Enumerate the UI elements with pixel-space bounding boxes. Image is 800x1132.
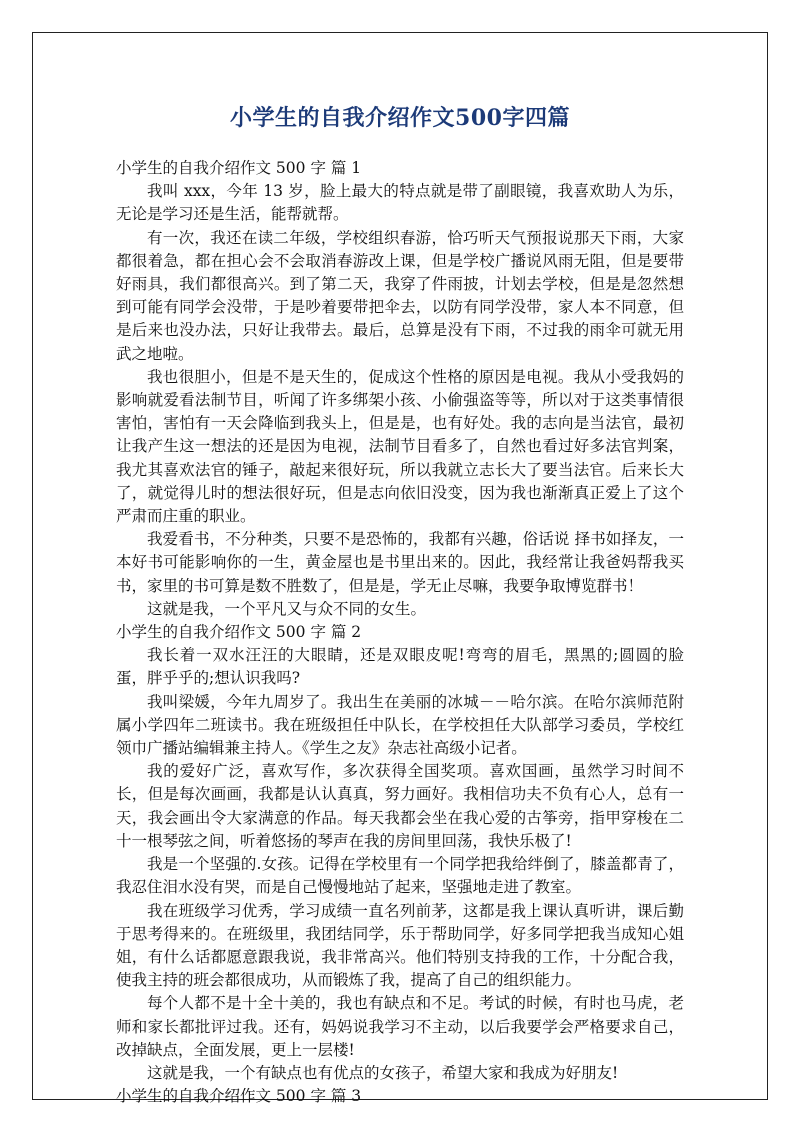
paragraph: 我也很胆小，但是不是天生的，促成这个性格的原因是电视。我从小受我妈的影响就爱看法制节目，听闻了许多绑架小孩、小偷强盗等等，所以对于这类事情很害怕，害怕有一天会降临到我头上，但是是，也有好处。我的志向是当法官，最初让我产生这一想法的还是因为电视，法制节目看多了，自然也看过好多法官判案，我尤其喜欢法官的锤子，敲起来很好玩，所以我就立志长大了要当法官。后来长大了，就觉得儿时的想法很好玩，但是志向依旧没变，因为我也渐渐真正爱上了这个严肃而庄重的职业。: [116, 367, 684, 526]
paragraph: 这就是我，一个有缺点也有优点的女孩子，希望大家和我成为好朋友!: [147, 1063, 619, 1082]
paragraph: 我在班级学习优秀，学习成绩一直名列前茅，这都是我上课认真听讲，课后勤于思考得来的。在班级里，我团结同学，乐于帮助同学，好多同学把我当成知心姐姐，有什么话都愿意跟我说，我非常高兴。他们特别支持我的工作，十分配合我，使我主持的班会都很成功，从而锻炼了我，提高了自己的组织能力。: [116, 901, 684, 990]
paragraph: 这就是我，一个平凡又与众不同的女生。: [147, 599, 427, 618]
section-heading-1: 小学生的自我介绍作文 500 字 篇 1: [116, 159, 362, 177]
paragraph: 有一次，我还在读二年级，学校组织春游，恰巧听天气预报说那天下雨，大家都很着急，都在担心会不会取消春游改上课，但是学校广播说风雨无阻，但是要带好雨具，我们都很高兴。到了第二天，我穿了件雨披，计划去学校，但是是忽然想到可能有同学会没带，于是吵着要带把伞去，以防有同学没带，家人本不同意，但是后来也没办法，只好让我带去。最后，总算是没有下雨，不过我的雨伞可就无用武之地啦。: [116, 228, 684, 363]
section-heading-2: 小学生的自我介绍作文 500 字 篇 2: [116, 623, 362, 642]
section-heading-3: 小学生的自我介绍作文 500 字 篇 3: [116, 1087, 362, 1106]
paragraph: 我叫梁媛，今年九周岁了。我出生在美丽的冰城－－哈尔滨。在哈尔滨师范附属小学四年二班读书。我在班级担任中队长，在学校担任大队部学习委员，学校红领巾广播站编辑兼主持人。《学生之友》杂志社高级小记者。: [116, 692, 684, 758]
paragraph: 我长着一双水汪汪的大眼睛，还是双眼皮呢!弯弯的眉毛，黑黑的;圆圆的脸蛋，胖乎乎的;想认识我吗?: [116, 646, 684, 688]
document-title: 小学生的自我介绍作文500字四篇: [230, 105, 570, 131]
document-body: [116, 157, 684, 1108]
paragraph: 我爱看书，不分种类，只要不是恐怖的，我都有兴趣，俗话说 择书如择友，一本好书可能影响你的一生，黄金屋也是书里出来的。因此，我经常让我爸妈帮我买书，家里的书可算是数不胜数了，但是是，学无止尽嘛，我要争取博览群书！: [116, 530, 684, 595]
paragraph: 我是一个坚强的.女孩。记得在学校里有一个同学把我给绊倒了，膝盖都青了，我忍住泪水没有哭，而是自己慢慢地站了起来，坚强地走进了教室。: [116, 855, 684, 897]
paragraph: 我的爱好广泛，喜欢写作，多次获得全国奖项。喜欢国画，虽然学习时间不长，但是每次画画，我都是认认真真，努力画好。我相信功夫不负有心人，总有一天，我会画出令大家满意的作品。每天我都会坐在我心爱的古筝旁，指甲穿梭在二十一根琴弦之间，听着悠扬的琴声在我的房间里回荡，我快乐极了!: [116, 762, 684, 850]
paragraph: 每个人都不是十全十美的，我也有缺点和不足。考试的时候，有时也马虎，老师和家长都批评过我。还有，妈妈说我学习不主动，以后我要学会严格要求自己，改掉缺点，全面发展，更上一层楼!: [116, 994, 684, 1059]
paragraph: 我叫 xxx，今年 13 岁，脸上最大的特点就是带了副眼镜，我喜欢助人为乐，无论是学习还是生活，能帮就帮。: [116, 182, 684, 224]
